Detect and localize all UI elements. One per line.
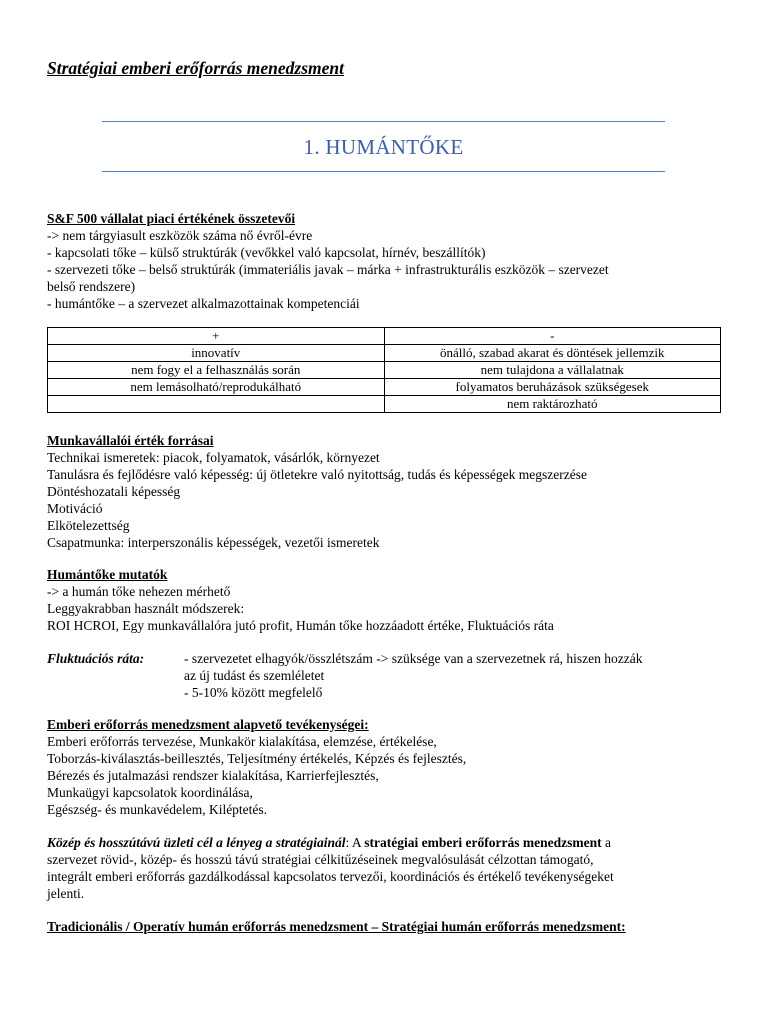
text-line: Csapatmunka: interperszonális képességek, vezetői ismeretek xyxy=(47,535,380,550)
text-line: integrált emberi erőforrás gazdálkodással kapcsolatos tervezői, koordinációs és értékelő tevékenységeket xyxy=(47,869,614,884)
text-line: - kapcsolati tőke – külső struktúrák (vevőkkel való kapcsolat, hírnév, beszállítók) xyxy=(47,245,486,260)
section-employee-value xyxy=(47,432,727,551)
section-hrm-activities xyxy=(47,716,727,818)
text-line: belső rendszere) xyxy=(47,279,136,294)
table-cell: nem raktározható xyxy=(384,396,721,413)
table-cell: önálló, szabad akarat és döntések jellemzik xyxy=(384,345,721,362)
section-heading: Munkavállalói érték forrásai xyxy=(47,433,214,448)
table-cell xyxy=(48,396,385,413)
section-market-value xyxy=(47,210,727,312)
text-line: -> a humán tőke nehezen mérhető xyxy=(47,584,231,599)
section-heading: Emberi erőforrás menedzsment alapvető tevékenységei: xyxy=(47,717,369,732)
text-line: Elkötelezettség xyxy=(47,518,130,533)
table-header-plus: + xyxy=(48,328,385,345)
paragraph-bold-term: stratégiai emberi erőforrás menedzsment xyxy=(364,835,602,850)
document-title: Stratégiai emberi erőforrás menedzsment xyxy=(47,58,345,78)
table-row xyxy=(48,396,721,413)
table-row xyxy=(48,345,721,362)
text-line: Leggyakrabban használt módszerek: xyxy=(47,601,245,616)
table-cell: innovatív xyxy=(48,345,385,362)
text-line: Munkaügyi kapcsolatok koordinálása, xyxy=(47,785,253,800)
text-line: jelenti. xyxy=(47,886,85,901)
text-line: Emberi erőforrás tervezése, Munkakör kialakítása, elemzése, értékelése, xyxy=(47,734,437,749)
table-row xyxy=(48,362,721,379)
fluctuation-label: Fluktuációs ráta: xyxy=(47,651,145,666)
text-line: - szervezetet elhagyók/összlétszám -> szüksége van a szervezetnek rá, hiszen hozzák xyxy=(184,651,643,666)
chapter-heading: 1. HUMÁNTŐKE xyxy=(303,135,464,159)
table-cell: folyamatos beruházások szükségesek xyxy=(384,379,721,396)
fluctuation-definition xyxy=(184,650,724,701)
text-line: ROI HCROI, Egy munkavállalóra jutó profit, Humán tőke hozzáadott értéke, Fluktuációs ráta xyxy=(47,618,554,633)
text-line: Bérezés és jutalmazási rendszer kialakítása, Karrierfejlesztés, xyxy=(47,768,379,783)
text-line: -> nem tárgyiasult eszközök száma nő évről-évre xyxy=(47,228,313,243)
text-line: az új tudást és szemléletet xyxy=(184,668,325,683)
chapter-rule-top xyxy=(102,121,665,122)
section-heading: Humántőke mutatók xyxy=(47,567,168,582)
comparison-table xyxy=(47,327,721,413)
text-line: Tanulásra és fejlődésre való képesség: új ötletekre való nyitottság, tudás és képességek megszerzése xyxy=(47,467,587,482)
paragraph-after-term: a xyxy=(601,835,611,850)
text-line: Technikai ismeretek: piacok, folyamatok, vásárlók, környezet xyxy=(47,450,380,465)
text-line: - 5-10% között megfelelő xyxy=(184,685,323,700)
text-line: Döntéshozatali képesség xyxy=(47,484,181,499)
table-row xyxy=(48,379,721,396)
table-cell: nem lemásolható/reprodukálható xyxy=(48,379,385,396)
text-line: Motiváció xyxy=(47,501,103,516)
text-line xyxy=(47,834,727,851)
chapter-rule-bottom xyxy=(102,171,665,172)
paragraph-colon: : A xyxy=(345,835,365,850)
text-line: Toborzás-kiválasztás-beillesztés, Teljesítmény értékelés, Képzés és fejlesztés, xyxy=(47,751,467,766)
section-human-capital-metrics xyxy=(47,566,727,634)
table-cell: nem tulajdona a vállalatnak xyxy=(384,362,721,379)
text-line: - szervezeti tőke – belső struktúrák (immateriális javak – márka + infrastrukturális eszközök – szervezet xyxy=(47,262,609,277)
table-header-row xyxy=(48,328,721,345)
paragraph-lead: Közép és hosszútávú üzleti cél a lényeg a stratégiainál xyxy=(47,835,346,850)
section-heading: S&F 500 vállalat piaci értékének összetevői xyxy=(47,211,296,226)
text-line: - humántőke – a szervezet alkalmazottainak kompetenciái xyxy=(47,296,360,311)
text-line: Egészség- és munkavédelem, Kiléptetés. xyxy=(47,802,268,817)
table-cell: nem fogy el a felhasználás során xyxy=(48,362,385,379)
section-heading-traditional-vs-strategic: Tradicionális / Operatív humán erőforrás menedzsment – Stratégiai humán erőforrás menedzsment: xyxy=(47,919,626,934)
text-line: szervezet rövid-, közép- és hosszú távú stratégiai célkitűzéseinek megvalósulását célzottan támogató, xyxy=(47,852,594,867)
strategic-hrm-definition xyxy=(47,834,727,902)
table-header-minus: - xyxy=(384,328,721,345)
